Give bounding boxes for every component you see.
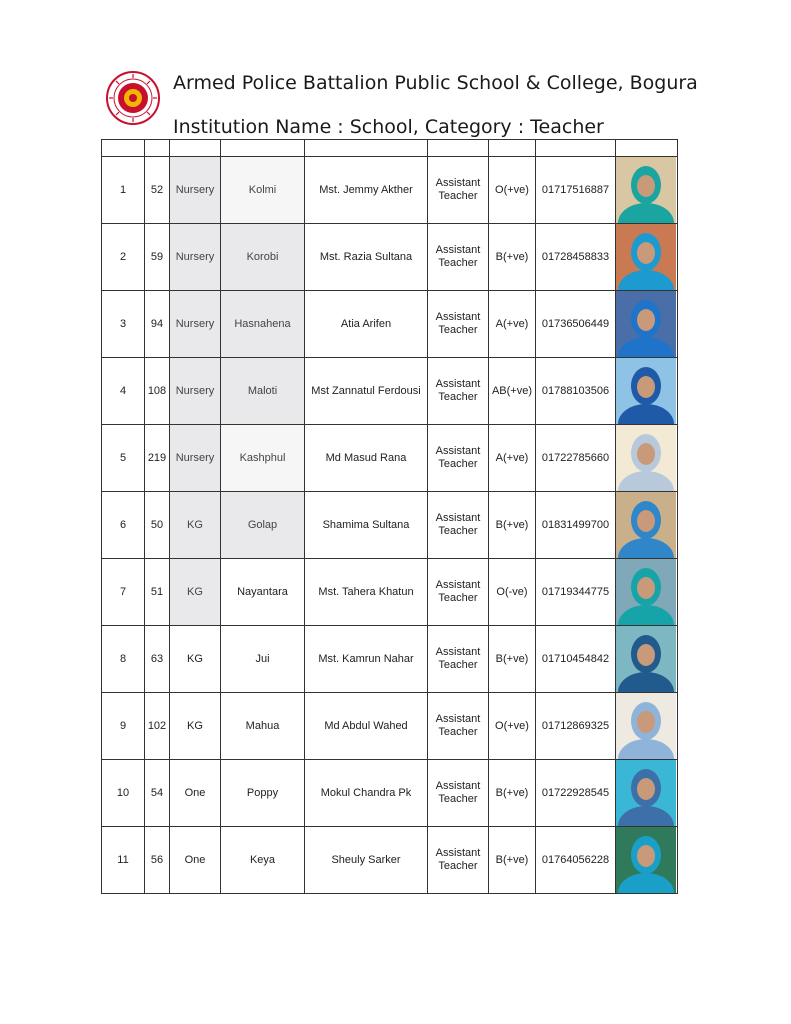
- serial-cell: 9: [102, 693, 145, 760]
- name-cell: Md Abdul Wahed: [305, 693, 428, 760]
- table-header-row: [102, 140, 678, 157]
- class-cell: KG: [170, 492, 221, 559]
- teacher-photo: [616, 760, 676, 826]
- school-title: Armed Police Battalion Public School & College, Bogura: [173, 72, 698, 94]
- photo-cell: [616, 760, 678, 827]
- section-cell: Keya: [221, 827, 305, 894]
- section-cell: Poppy: [221, 760, 305, 827]
- id-cell: 54: [145, 760, 170, 827]
- section-cell: Kashphul: [221, 425, 305, 492]
- phone-cell: 01736506449: [536, 291, 616, 358]
- header-cell: [536, 140, 616, 157]
- phone-cell: 01722785660: [536, 425, 616, 492]
- photo-cell: [616, 358, 678, 425]
- designation-cell: Assistant Teacher: [428, 626, 489, 693]
- serial-cell: 8: [102, 626, 145, 693]
- section-cell: Hasnahena: [221, 291, 305, 358]
- class-cell: One: [170, 760, 221, 827]
- table-row: [102, 693, 678, 760]
- serial-cell: 2: [102, 224, 145, 291]
- name-cell: Mst Zannatul Ferdousi: [305, 358, 428, 425]
- name-cell: Mst. Jemmy Akther: [305, 157, 428, 224]
- table-row: [102, 157, 678, 224]
- teacher-photo: [616, 224, 676, 290]
- photo-cell: [616, 291, 678, 358]
- teacher-table: [101, 139, 678, 894]
- phone-cell: 01728458833: [536, 224, 616, 291]
- serial-cell: 5: [102, 425, 145, 492]
- header-cell: [428, 140, 489, 157]
- designation-cell: Assistant Teacher: [428, 358, 489, 425]
- designation-cell: Assistant Teacher: [428, 291, 489, 358]
- table-row: [102, 492, 678, 559]
- class-cell: One: [170, 827, 221, 894]
- blood-group-cell: B(+ve): [489, 760, 536, 827]
- serial-cell: 6: [102, 492, 145, 559]
- header-cell: [616, 140, 678, 157]
- table-row: [102, 559, 678, 626]
- name-cell: Md Masud Rana: [305, 425, 428, 492]
- name-cell: Mst. Tahera Khatun: [305, 559, 428, 626]
- blood-group-cell: O(+ve): [489, 157, 536, 224]
- designation-cell: Assistant Teacher: [428, 559, 489, 626]
- class-cell: Nursery: [170, 157, 221, 224]
- blood-group-cell: B(+ve): [489, 492, 536, 559]
- phone-cell: 01712869325: [536, 693, 616, 760]
- id-cell: 59: [145, 224, 170, 291]
- serial-cell: 11: [102, 827, 145, 894]
- name-cell: Mst. Razia Sultana: [305, 224, 428, 291]
- table-row: [102, 626, 678, 693]
- blood-group-cell: A(+ve): [489, 291, 536, 358]
- class-cell: Nursery: [170, 224, 221, 291]
- teacher-photo: [616, 157, 676, 223]
- section-cell: Kolmi: [221, 157, 305, 224]
- section-cell: Golap: [221, 492, 305, 559]
- section-cell: Maloti: [221, 358, 305, 425]
- blood-group-cell: O(-ve): [489, 559, 536, 626]
- id-cell: 108: [145, 358, 170, 425]
- phone-cell: 01719344775: [536, 559, 616, 626]
- id-cell: 63: [145, 626, 170, 693]
- phone-cell: 01831499700: [536, 492, 616, 559]
- id-cell: 51: [145, 559, 170, 626]
- photo-cell: [616, 626, 678, 693]
- id-cell: 219: [145, 425, 170, 492]
- class-cell: KG: [170, 559, 221, 626]
- teacher-photo: [616, 425, 676, 491]
- serial-cell: 4: [102, 358, 145, 425]
- designation-cell: Assistant Teacher: [428, 492, 489, 559]
- name-cell: Sheuly Sarker: [305, 827, 428, 894]
- name-cell: Atia Arifen: [305, 291, 428, 358]
- id-cell: 102: [145, 693, 170, 760]
- name-cell: Shamima Sultana: [305, 492, 428, 559]
- table-row: [102, 425, 678, 492]
- photo-cell: [616, 827, 678, 894]
- table-row: [102, 224, 678, 291]
- teacher-photo: [616, 291, 676, 357]
- id-cell: 52: [145, 157, 170, 224]
- header-cell: [489, 140, 536, 157]
- class-cell: Nursery: [170, 358, 221, 425]
- table-row: [102, 358, 678, 425]
- header-cell: [170, 140, 221, 157]
- id-cell: 50: [145, 492, 170, 559]
- section-cell: Mahua: [221, 693, 305, 760]
- teacher-photo: [616, 559, 676, 625]
- class-cell: KG: [170, 693, 221, 760]
- phone-cell: 01764056228: [536, 827, 616, 894]
- header-cell: [305, 140, 428, 157]
- section-cell: Korobi: [221, 224, 305, 291]
- header-cell: [102, 140, 145, 157]
- name-cell: Mokul Chandra Pk: [305, 760, 428, 827]
- designation-cell: Assistant Teacher: [428, 760, 489, 827]
- teacher-photo: [616, 827, 676, 893]
- blood-group-cell: AB(+ve): [489, 358, 536, 425]
- section-cell: Nayantara: [221, 559, 305, 626]
- phone-cell: 01717516887: [536, 157, 616, 224]
- photo-cell: [616, 492, 678, 559]
- teacher-photo: [616, 693, 676, 759]
- serial-cell: 1: [102, 157, 145, 224]
- designation-cell: Assistant Teacher: [428, 693, 489, 760]
- school-logo: [103, 70, 163, 126]
- designation-cell: Assistant Teacher: [428, 224, 489, 291]
- blood-group-cell: A(+ve): [489, 425, 536, 492]
- photo-cell: [616, 559, 678, 626]
- teacher-photo: [616, 626, 676, 692]
- phone-cell: 01788103506: [536, 358, 616, 425]
- class-cell: KG: [170, 626, 221, 693]
- serial-cell: 10: [102, 760, 145, 827]
- name-cell: Mst. Kamrun Nahar: [305, 626, 428, 693]
- table-row: [102, 291, 678, 358]
- table-row: [102, 760, 678, 827]
- blood-group-cell: B(+ve): [489, 827, 536, 894]
- teacher-photo: [616, 358, 676, 424]
- designation-cell: Assistant Teacher: [428, 827, 489, 894]
- phone-cell: 01710454842: [536, 626, 616, 693]
- id-cell: 56: [145, 827, 170, 894]
- photo-cell: [616, 157, 678, 224]
- id-cell: 94: [145, 291, 170, 358]
- blood-group-cell: B(+ve): [489, 626, 536, 693]
- blood-group-cell: O(+ve): [489, 693, 536, 760]
- photo-cell: [616, 693, 678, 760]
- section-cell: Jui: [221, 626, 305, 693]
- designation-cell: Assistant Teacher: [428, 425, 489, 492]
- header-cell: [221, 140, 305, 157]
- designation-cell: Assistant Teacher: [428, 157, 489, 224]
- header-cell: [145, 140, 170, 157]
- serial-cell: 7: [102, 559, 145, 626]
- photo-cell: [616, 425, 678, 492]
- table-row: [102, 827, 678, 894]
- class-cell: Nursery: [170, 291, 221, 358]
- phone-cell: 01722928545: [536, 760, 616, 827]
- institution-subtitle: Institution Name : School, Category : Teacher: [173, 116, 604, 138]
- blood-group-cell: B(+ve): [489, 224, 536, 291]
- serial-cell: 3: [102, 291, 145, 358]
- photo-cell: [616, 224, 678, 291]
- teacher-photo: [616, 492, 676, 558]
- class-cell: Nursery: [170, 425, 221, 492]
